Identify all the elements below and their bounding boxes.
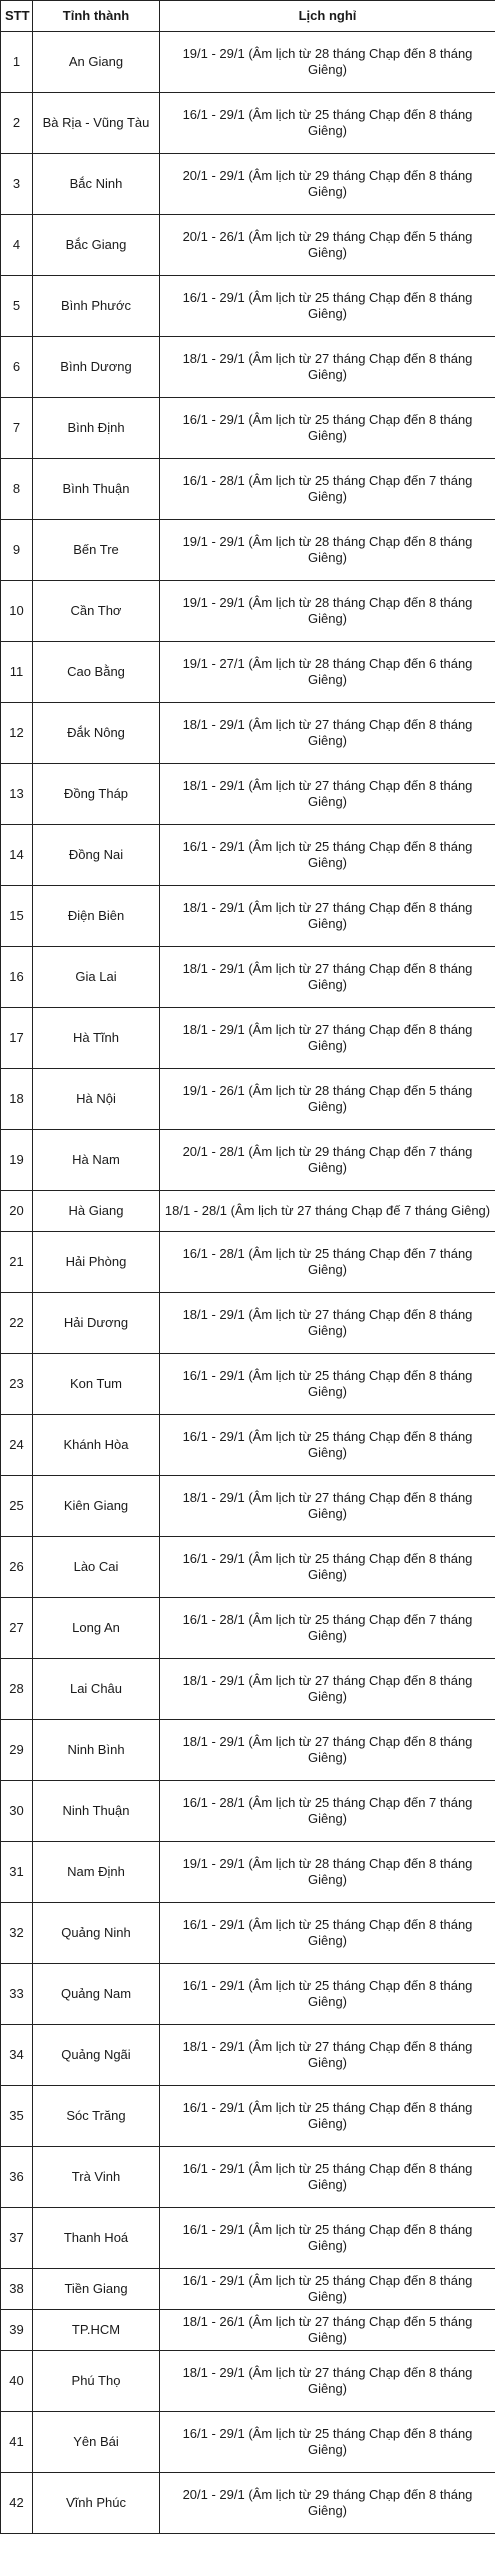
cell-stt: 37 — [1, 2208, 33, 2269]
cell-province: Bình Định — [33, 398, 160, 459]
cell-stt: 30 — [1, 1781, 33, 1842]
cell-schedule: 20/1 - 29/1 (Âm lịch từ 29 tháng Chạp đến 8 tháng Giêng) — [160, 2473, 495, 2534]
cell-schedule: 18/1 - 29/1 (Âm lịch từ 27 tháng Chạp đến 8 tháng Giêng) — [160, 2025, 495, 2086]
cell-province: Hà Nội — [33, 1069, 160, 1130]
cell-schedule: 18/1 - 29/1 (Âm lịch từ 27 tháng Chạp đến 8 tháng Giêng) — [160, 1293, 495, 1354]
cell-province: Thanh Hoá — [33, 2208, 160, 2269]
cell-stt: 36 — [1, 2147, 33, 2208]
cell-stt: 41 — [1, 2412, 33, 2473]
cell-schedule: 18/1 - 29/1 (Âm lịch từ 27 tháng Chạp đến 8 tháng Giêng) — [160, 1008, 495, 1069]
table-row — [1, 32, 495, 93]
cell-schedule: 18/1 - 29/1 (Âm lịch từ 27 tháng Chạp đến 8 tháng Giêng) — [160, 947, 495, 1008]
table-row — [1, 1842, 495, 1903]
cell-province: Kon Tum — [33, 1354, 160, 1415]
cell-stt: 3 — [1, 154, 33, 215]
table-row — [1, 1781, 495, 1842]
cell-stt: 18 — [1, 1069, 33, 1130]
table-header — [1, 1, 495, 32]
table-row — [1, 2351, 495, 2412]
table-row — [1, 1354, 495, 1415]
table-row — [1, 947, 495, 1008]
cell-province: Hà Tĩnh — [33, 1008, 160, 1069]
cell-stt: 8 — [1, 459, 33, 520]
table-row — [1, 1008, 495, 1069]
cell-province: Đồng Tháp — [33, 764, 160, 825]
cell-schedule: 18/1 - 26/1 (Âm lịch từ 27 tháng Chạp đến 5 tháng Giêng) — [160, 2310, 495, 2351]
cell-stt: 38 — [1, 2269, 33, 2310]
cell-province: Hà Nam — [33, 1130, 160, 1191]
table-row — [1, 886, 495, 947]
cell-schedule: 16/1 - 29/1 (Âm lịch từ 25 tháng Chạp đến 8 tháng Giêng) — [160, 1537, 495, 1598]
cell-stt: 17 — [1, 1008, 33, 1069]
cell-stt: 12 — [1, 703, 33, 764]
header-schedule: Lịch nghỉ — [160, 1, 495, 32]
cell-schedule: 18/1 - 28/1 (Âm lịch từ 27 tháng Chạp đế 7 tháng Giêng) — [160, 1191, 495, 1232]
cell-schedule: 19/1 - 29/1 (Âm lịch từ 28 tháng Chạp đến 8 tháng Giêng) — [160, 581, 495, 642]
cell-province: Nam Định — [33, 1842, 160, 1903]
table-row — [1, 1191, 495, 1232]
cell-province: Bà Rịa - Vũng Tàu — [33, 93, 160, 154]
cell-stt: 7 — [1, 398, 33, 459]
cell-schedule: 16/1 - 29/1 (Âm lịch từ 25 tháng Chạp đến 8 tháng Giêng) — [160, 2269, 495, 2310]
cell-stt: 33 — [1, 1964, 33, 2025]
table-row — [1, 642, 495, 703]
cell-province: Điện Biên — [33, 886, 160, 947]
table-row — [1, 93, 495, 154]
cell-province: Long An — [33, 1598, 160, 1659]
cell-schedule: 16/1 - 29/1 (Âm lịch từ 25 tháng Chạp đến 8 tháng Giêng) — [160, 2412, 495, 2473]
cell-province: Đắk Nông — [33, 703, 160, 764]
cell-province: Yên Bái — [33, 2412, 160, 2473]
cell-province: Bình Thuận — [33, 459, 160, 520]
cell-schedule: 16/1 - 29/1 (Âm lịch từ 25 tháng Chạp đến 8 tháng Giêng) — [160, 398, 495, 459]
header-province: Tỉnh thành — [33, 1, 160, 32]
table-row — [1, 337, 495, 398]
cell-stt: 16 — [1, 947, 33, 1008]
cell-stt: 20 — [1, 1191, 33, 1232]
cell-schedule: 19/1 - 26/1 (Âm lịch từ 28 tháng Chạp đến 5 tháng Giêng) — [160, 1069, 495, 1130]
cell-stt: 15 — [1, 886, 33, 947]
table-row — [1, 2473, 495, 2534]
cell-schedule: 16/1 - 28/1 (Âm lịch từ 25 tháng Chạp đến 7 tháng Giêng) — [160, 1781, 495, 1842]
table-row — [1, 1130, 495, 1191]
cell-stt: 35 — [1, 2086, 33, 2147]
cell-province: TP.HCM — [33, 2310, 160, 2351]
cell-stt: 40 — [1, 2351, 33, 2412]
cell-stt: 23 — [1, 1354, 33, 1415]
cell-schedule: 19/1 - 29/1 (Âm lịch từ 28 tháng Chạp đến 8 tháng Giêng) — [160, 1842, 495, 1903]
cell-stt: 4 — [1, 215, 33, 276]
header-stt: STT — [1, 1, 33, 32]
table-row — [1, 2310, 495, 2351]
cell-schedule: 18/1 - 29/1 (Âm lịch từ 27 tháng Chạp đến 8 tháng Giêng) — [160, 764, 495, 825]
cell-schedule: 16/1 - 29/1 (Âm lịch từ 25 tháng Chạp đến 8 tháng Giêng) — [160, 825, 495, 886]
cell-province: Bắc Giang — [33, 215, 160, 276]
table-row — [1, 764, 495, 825]
cell-schedule: 18/1 - 29/1 (Âm lịch từ 27 tháng Chạp đến 8 tháng Giêng) — [160, 1720, 495, 1781]
table-row — [1, 1720, 495, 1781]
cell-stt: 10 — [1, 581, 33, 642]
cell-stt: 42 — [1, 2473, 33, 2534]
table-row — [1, 1659, 495, 1720]
cell-schedule: 19/1 - 29/1 (Âm lịch từ 28 tháng Chạp đến 8 tháng Giêng) — [160, 32, 495, 93]
table-row — [1, 2086, 495, 2147]
cell-schedule: 18/1 - 29/1 (Âm lịch từ 27 tháng Chạp đến 8 tháng Giêng) — [160, 703, 495, 764]
cell-province: Khánh Hòa — [33, 1415, 160, 1476]
table-row — [1, 825, 495, 886]
table-row — [1, 1903, 495, 1964]
cell-province: Sóc Trăng — [33, 2086, 160, 2147]
cell-stt: 22 — [1, 1293, 33, 1354]
cell-schedule: 16/1 - 29/1 (Âm lịch từ 25 tháng Chạp đến 8 tháng Giêng) — [160, 1415, 495, 1476]
cell-stt: 19 — [1, 1130, 33, 1191]
cell-stt: 25 — [1, 1476, 33, 1537]
cell-stt: 27 — [1, 1598, 33, 1659]
cell-stt: 1 — [1, 32, 33, 93]
cell-schedule: 16/1 - 28/1 (Âm lịch từ 25 tháng Chạp đến 7 tháng Giêng) — [160, 1232, 495, 1293]
cell-province: Bình Phước — [33, 276, 160, 337]
table-row — [1, 2269, 495, 2310]
cell-schedule: 16/1 - 29/1 (Âm lịch từ 25 tháng Chạp đến 8 tháng Giêng) — [160, 93, 495, 154]
cell-province: Bến Tre — [33, 520, 160, 581]
cell-province: Bình Dương — [33, 337, 160, 398]
table-row — [1, 703, 495, 764]
table-row — [1, 1232, 495, 1293]
cell-province: Hà Giang — [33, 1191, 160, 1232]
cell-province: Cần Thơ — [33, 581, 160, 642]
cell-province: Phú Thọ — [33, 2351, 160, 2412]
cell-schedule: 16/1 - 28/1 (Âm lịch từ 25 tháng Chạp đến 7 tháng Giêng) — [160, 1598, 495, 1659]
cell-province: Lào Cai — [33, 1537, 160, 1598]
cell-province: Hải Dương — [33, 1293, 160, 1354]
cell-stt: 28 — [1, 1659, 33, 1720]
table-row — [1, 459, 495, 520]
table-row — [1, 2025, 495, 2086]
table-body — [1, 32, 495, 2534]
cell-stt: 2 — [1, 93, 33, 154]
cell-stt: 34 — [1, 2025, 33, 2086]
table-row — [1, 2208, 495, 2269]
cell-province: Bắc Ninh — [33, 154, 160, 215]
cell-stt: 9 — [1, 520, 33, 581]
table-row — [1, 154, 495, 215]
header-row — [1, 1, 495, 32]
cell-stt: 39 — [1, 2310, 33, 2351]
cell-province: Tiền Giang — [33, 2269, 160, 2310]
cell-province: An Giang — [33, 32, 160, 93]
table-row — [1, 581, 495, 642]
cell-stt: 6 — [1, 337, 33, 398]
cell-province: Ninh Thuận — [33, 1781, 160, 1842]
cell-schedule: 16/1 - 29/1 (Âm lịch từ 25 tháng Chạp đến 8 tháng Giêng) — [160, 2086, 495, 2147]
table-row — [1, 2147, 495, 2208]
table-row — [1, 1964, 495, 2025]
cell-schedule: 20/1 - 29/1 (Âm lịch từ 29 tháng Chạp đến 8 tháng Giêng) — [160, 154, 495, 215]
cell-province: Quảng Nam — [33, 1964, 160, 2025]
cell-schedule: 16/1 - 29/1 (Âm lịch từ 25 tháng Chạp đến 8 tháng Giêng) — [160, 1964, 495, 2025]
cell-schedule: 18/1 - 29/1 (Âm lịch từ 27 tháng Chạp đến 8 tháng Giêng) — [160, 337, 495, 398]
cell-province: Đồng Nai — [33, 825, 160, 886]
cell-schedule: 20/1 - 28/1 (Âm lịch từ 29 tháng Chạp đến 7 tháng Giêng) — [160, 1130, 495, 1191]
cell-stt: 29 — [1, 1720, 33, 1781]
cell-schedule: 16/1 - 29/1 (Âm lịch từ 25 tháng Chạp đến 8 tháng Giêng) — [160, 1903, 495, 1964]
table-row — [1, 1415, 495, 1476]
table-row — [1, 1537, 495, 1598]
cell-stt: 24 — [1, 1415, 33, 1476]
cell-schedule: 18/1 - 29/1 (Âm lịch từ 27 tháng Chạp đến 8 tháng Giêng) — [160, 886, 495, 947]
cell-province: Vĩnh Phúc — [33, 2473, 160, 2534]
cell-stt: 21 — [1, 1232, 33, 1293]
cell-schedule: 16/1 - 29/1 (Âm lịch từ 25 tháng Chạp đến 8 tháng Giêng) — [160, 1354, 495, 1415]
cell-province: Gia Lai — [33, 947, 160, 1008]
cell-schedule: 19/1 - 27/1 (Âm lịch từ 28 tháng Chạp đến 6 tháng Giêng) — [160, 642, 495, 703]
table-row — [1, 1069, 495, 1130]
cell-stt: 26 — [1, 1537, 33, 1598]
cell-province: Ninh Bình — [33, 1720, 160, 1781]
cell-province: Trà Vinh — [33, 2147, 160, 2208]
cell-province: Cao Bằng — [33, 642, 160, 703]
cell-stt: 14 — [1, 825, 33, 886]
cell-province: Hải Phòng — [33, 1232, 160, 1293]
table-row — [1, 1293, 495, 1354]
table-row — [1, 398, 495, 459]
cell-schedule: 16/1 - 29/1 (Âm lịch từ 25 tháng Chạp đến 8 tháng Giêng) — [160, 2208, 495, 2269]
cell-stt: 32 — [1, 1903, 33, 1964]
table-row — [1, 1476, 495, 1537]
table-row — [1, 276, 495, 337]
cell-schedule: 18/1 - 29/1 (Âm lịch từ 27 tháng Chạp đến 8 tháng Giêng) — [160, 1476, 495, 1537]
table-row — [1, 2412, 495, 2473]
cell-stt: 11 — [1, 642, 33, 703]
cell-stt: 13 — [1, 764, 33, 825]
cell-schedule: 18/1 - 29/1 (Âm lịch từ 27 tháng Chạp đến 8 tháng Giêng) — [160, 2351, 495, 2412]
cell-schedule: 16/1 - 29/1 (Âm lịch từ 25 tháng Chạp đến 8 tháng Giêng) — [160, 276, 495, 337]
cell-stt: 31 — [1, 1842, 33, 1903]
table-row — [1, 520, 495, 581]
cell-schedule: 19/1 - 29/1 (Âm lịch từ 28 tháng Chạp đến 8 tháng Giêng) — [160, 520, 495, 581]
cell-province: Quảng Ninh — [33, 1903, 160, 1964]
cell-stt: 5 — [1, 276, 33, 337]
table-row — [1, 215, 495, 276]
cell-province: Lai Châu — [33, 1659, 160, 1720]
cell-province: Quảng Ngãi — [33, 2025, 160, 2086]
cell-schedule: 20/1 - 26/1 (Âm lịch từ 29 tháng Chạp đến 5 tháng Giêng) — [160, 215, 495, 276]
cell-schedule: 16/1 - 28/1 (Âm lịch từ 25 tháng Chạp đến 7 tháng Giêng) — [160, 459, 495, 520]
cell-province: Kiên Giang — [33, 1476, 160, 1537]
table-row — [1, 1598, 495, 1659]
cell-schedule: 16/1 - 29/1 (Âm lịch từ 25 tháng Chạp đến 8 tháng Giêng) — [160, 2147, 495, 2208]
cell-schedule: 18/1 - 29/1 (Âm lịch từ 27 tháng Chạp đến 8 tháng Giêng) — [160, 1659, 495, 1720]
